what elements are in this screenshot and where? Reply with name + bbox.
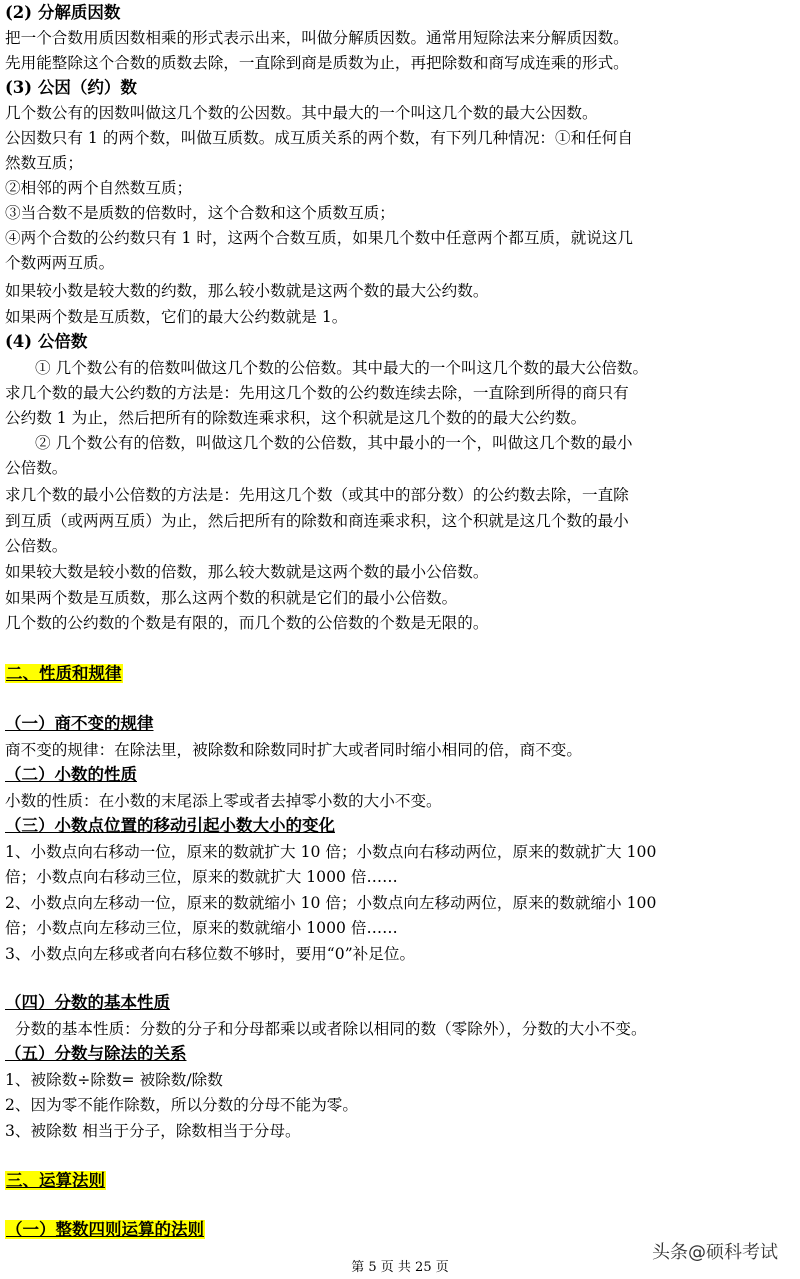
text-line <box>5 52 629 74</box>
body-text-line: 2、小数点向左移动一位，原来的数就缩小 10 倍；小数点向左移动两位，原来的数就缩小 100 <box>5 894 657 912</box>
body-text-line: 倍；小数点向右移动三位，原来的数就扩大 1000 倍…… <box>5 868 398 886</box>
text-line <box>5 280 488 302</box>
body-text-line: 3、小数点向左移或者向右移位数不够时，要用“0”补足位。 <box>5 945 416 963</box>
page-footer: 第 5 页 共 25 页 <box>351 1260 449 1275</box>
text-line <box>5 943 415 965</box>
body-text-line: ① 几个数公有的倍数叫做这几个数的公倍数。其中最大的一个叫这几个数的最大公倍数。 <box>35 359 649 377</box>
text-line <box>5 382 629 404</box>
body-text-line: 如果较大数是较小数的倍数，那么较大数就是这两个数的最小公倍数。 <box>5 563 489 581</box>
body-text-line: 1、小数点向右移动一位，原来的数就扩大 10 倍；小数点向右移动两位，原来的数就扩大 100 <box>5 843 657 861</box>
body-text-line: 公约数 1 为止，然后把所有的除数连乘求积，这个积就是这几个数的的最大公约数。 <box>5 409 587 427</box>
text-line <box>5 841 656 863</box>
text-line <box>5 27 629 49</box>
body-text-line: 求几个数的最大公约数的方法是：先用这几个数的公约数连续去除，一直除到所得的商只有 <box>5 384 629 402</box>
section-heading: 三、运算法则 <box>6 1171 105 1190</box>
body-text-line: 几个数的公约数的个数是有限的，而几个数的公倍数的个数是无限的。 <box>5 614 489 632</box>
section-heading: （三）小数点位置的移动引起小数大小的变化 <box>5 816 335 835</box>
text-line <box>5 1069 223 1091</box>
text-line <box>5 407 586 429</box>
body-text-line: 然数互质； <box>5 154 83 172</box>
body-text-line: 小数的性质：在小数的末尾添上零或者去掉零小数的大小不变。 <box>5 792 442 810</box>
body-text-line: 个数两两互质。 <box>5 254 115 272</box>
text-line <box>5 764 137 786</box>
text-line <box>5 866 398 888</box>
text-line <box>5 892 656 914</box>
text-line <box>5 1219 205 1241</box>
text-line <box>5 252 114 274</box>
text-line <box>5 1170 106 1192</box>
text-line <box>5 561 488 583</box>
text-line <box>5 2 120 24</box>
text-line <box>5 127 633 149</box>
body-text-line: 求几个数的最小公倍数的方法是：先用这几个数（或其中的部分数）的公约数去除，一直除 <box>5 486 629 504</box>
body-text-line: 1、被除数÷除数= 被除数/除数 <box>5 1071 223 1089</box>
text-line <box>35 432 633 454</box>
body-text-line: 倍；小数点向左移动三位，原来的数就缩小 1000 倍…… <box>5 919 398 937</box>
body-text-line: 几个数公有的因数叫做这几个数的公因数。其中最大的一个叫这几个数的最大公因数。 <box>5 104 598 122</box>
section-heading: (2) 分解质因数 <box>5 3 121 22</box>
section-heading: （四）分数的基本性质 <box>5 993 170 1012</box>
text-line <box>5 612 488 634</box>
section-heading: （五）分数与除法的关系 <box>5 1044 187 1063</box>
text-line <box>5 484 629 506</box>
section-heading: （一）整数四则运算的法则 <box>6 1220 204 1239</box>
body-text-line: 2、因为零不能作除数，所以分数的分母不能为零。 <box>5 1096 358 1114</box>
body-text-line: ③当合数不是质数的倍数时，这个合数和这个质数互质； <box>5 204 395 222</box>
text-line <box>5 1094 358 1116</box>
text-line <box>5 992 170 1014</box>
body-text-line: ② 几个数公有的倍数，叫做这几个数的公倍数，其中最小的一个，叫做这几个数的最小 <box>35 434 633 452</box>
text-line <box>5 587 457 609</box>
body-text-line: 公因数只有 1 的两个数，叫做互质数。成互质关系的两个数，有下列几种情况：①和任何自 <box>5 129 633 147</box>
section-heading: 二、性质和规律 <box>6 664 122 683</box>
watermark: 头条@硕科考试 <box>652 1242 778 1263</box>
text-line <box>5 457 67 479</box>
body-text-line: 公倍数。 <box>5 537 68 555</box>
body-text-line: 到互质（或两两互质）为止，然后把所有的除数和商连乘求积，这个积就是这几个数的最小 <box>5 512 629 530</box>
section-heading: (4) 公倍数 <box>5 332 88 351</box>
text-line <box>5 713 154 735</box>
text-line <box>15 1018 647 1040</box>
text-line <box>5 77 137 99</box>
text-line <box>5 815 335 837</box>
text-line <box>5 331 87 353</box>
body-text-line: 如果两个数是互质数，那么这两个数的积就是它们的最小公倍数。 <box>5 589 458 607</box>
text-line <box>5 202 395 224</box>
body-text-line: 3、被除数 相当于分子，除数相当于分母。 <box>5 1122 301 1140</box>
text-line <box>5 663 123 685</box>
body-text-line: 商不变的规律：在除法里，被除数和除数同时扩大或者同时缩小相同的倍，商不变。 <box>5 741 582 759</box>
body-text-line: ④两个合数的公约数只有 1 时，这两个合数互质，如果几个数中任意两个都互质，就说这几 <box>5 229 633 247</box>
text-line <box>35 357 648 379</box>
section-heading: （二）小数的性质 <box>5 765 137 784</box>
text-line <box>5 177 192 199</box>
text-line <box>5 739 582 761</box>
section-heading: （一）商不变的规律 <box>5 714 154 733</box>
body-text-line: ②相邻的两个自然数互质； <box>5 179 193 197</box>
text-line <box>5 917 398 939</box>
text-line <box>5 152 83 174</box>
body-text-line: 先用能整除这个合数的质数去除，一直除到商是质数为止，再把除数和商写成连乘的形式。 <box>5 54 629 72</box>
text-line <box>5 1120 301 1142</box>
text-line <box>5 227 633 249</box>
text-line <box>5 535 67 557</box>
body-text-line: 分数的基本性质：分数的分子和分母都乘以或者除以相同的数（零除外），分数的大小不变。 <box>15 1020 647 1038</box>
text-line <box>5 1043 187 1065</box>
section-heading: (3) 公因（约）数 <box>5 78 137 97</box>
body-text-line: 如果较小数是较大数的约数，那么较小数就是这两个数的最大公约数。 <box>5 282 489 300</box>
text-line <box>5 102 598 124</box>
text-line <box>5 306 347 328</box>
body-text-line: 把一个合数用质因数相乘的形式表示出来，叫做分解质因数。通常用短除法来分解质因数。 <box>5 29 629 47</box>
body-text-line: 如果两个数是互质数，它们的最大公约数就是 1。 <box>5 308 348 326</box>
text-line <box>5 790 442 812</box>
text-line <box>5 510 629 532</box>
body-text-line: 公倍数。 <box>5 459 68 477</box>
